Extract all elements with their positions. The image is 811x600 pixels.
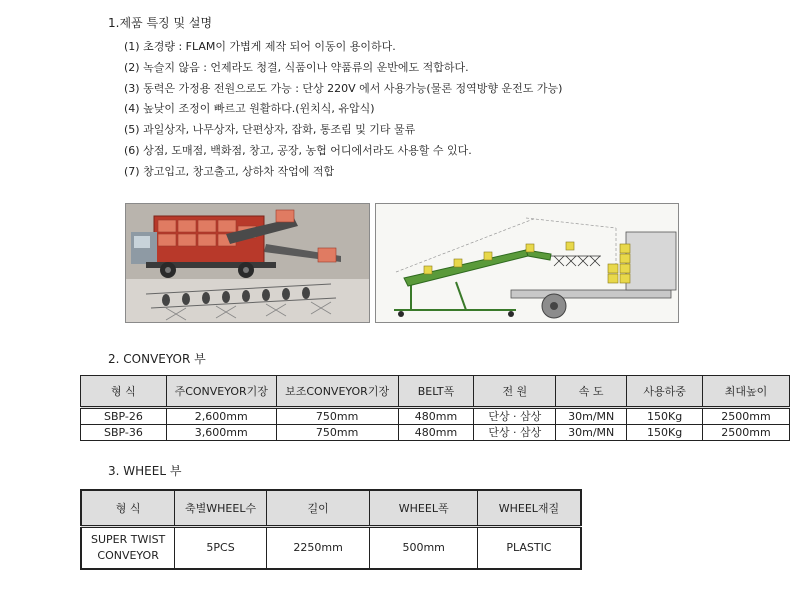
table-cell: 단상 · 삼상 bbox=[474, 425, 556, 441]
conveyor-spec-table bbox=[80, 375, 790, 441]
table-cell: 2500mm bbox=[703, 408, 790, 425]
table-cell: 750mm bbox=[276, 408, 398, 425]
table-header-row bbox=[81, 490, 581, 527]
column-header: 속 도 bbox=[556, 376, 627, 408]
conveyor-drawing bbox=[376, 204, 678, 322]
table-cell: 750mm bbox=[276, 425, 398, 441]
feature-item: (1) 초경량 : FLAM이 가볍게 제작 되어 이동이 용이하다. bbox=[124, 40, 396, 53]
table-row bbox=[81, 527, 581, 570]
table-cell: 2250mm bbox=[266, 527, 370, 570]
table-cell: PLASTIC bbox=[477, 527, 581, 570]
column-header: BELT폭 bbox=[398, 376, 474, 408]
feature-item: (3) 동력은 가정용 전원으로도 가능 : 단상 220V 에서 사용가능(물론 정역방향 운전도 가능) bbox=[124, 81, 563, 95]
feature-item: (2) 녹슬지 않음 : 언제라도 청결, 식품이나 약품류의 운반에도 적합하다. bbox=[124, 60, 469, 74]
table-cell: SUPER TWIST CONVEYOR bbox=[81, 527, 175, 570]
column-header: 주CONVEYOR기장 bbox=[166, 376, 276, 408]
column-header: WHEEL폭 bbox=[370, 490, 478, 527]
table-header-row bbox=[81, 376, 790, 408]
table-cell: 30m/MN bbox=[556, 425, 627, 441]
conveyor-diagram bbox=[375, 203, 679, 323]
feature-list bbox=[124, 37, 562, 183]
table-cell: 2,600mm bbox=[166, 408, 276, 425]
column-header: 길이 bbox=[266, 490, 370, 527]
table-cell: 5PCS bbox=[175, 527, 267, 570]
table-cell: 단상 · 삼상 bbox=[474, 408, 556, 425]
column-header: WHEEL재질 bbox=[477, 490, 581, 527]
table-row bbox=[81, 408, 790, 425]
table-cell: 480mm bbox=[398, 425, 474, 441]
column-header: 형 식 bbox=[81, 490, 175, 527]
table-cell: 3,600mm bbox=[166, 425, 276, 441]
column-header: 사용하중 bbox=[627, 376, 703, 408]
section-2-title: 2. CONVEYOR 부 bbox=[108, 352, 206, 366]
column-header: 최대높이 bbox=[703, 376, 790, 408]
table-row bbox=[81, 425, 790, 441]
section-1-title: 1.제품 특징 및 설명 bbox=[108, 16, 213, 30]
table-cell: 500mm bbox=[370, 527, 478, 570]
feature-item: (4) 높낮이 조정이 빠르고 원활하다.(윈치식, 유압식) bbox=[124, 102, 375, 116]
feature-item: (6) 상점, 도매점, 백화점, 창고, 공장, 농협 어디에서라도 사용할 수 있다. bbox=[124, 143, 472, 157]
feature-item: (5) 과일상자, 나무상자, 단편상자, 잡화, 통조림 및 기타 물류 bbox=[124, 123, 416, 137]
section-3-title: 3. WHEEL 부 bbox=[108, 464, 182, 478]
table-cell: 30m/MN bbox=[556, 408, 627, 425]
column-header: 형 식 bbox=[81, 376, 167, 408]
conveyor-truck-photo bbox=[126, 204, 369, 322]
product-photo bbox=[125, 203, 370, 323]
table-cell: 2500mm bbox=[703, 425, 790, 441]
table-cell: 150Kg bbox=[627, 425, 703, 441]
wheel-spec-table bbox=[80, 489, 582, 570]
column-header: 보조CONVEYOR기장 bbox=[276, 376, 398, 408]
column-header: 전 원 bbox=[474, 376, 556, 408]
table-cell: SBP-36 bbox=[81, 425, 167, 441]
column-header: 축별WHEEL수 bbox=[175, 490, 267, 527]
feature-item: (7) 창고입고, 창고출고, 상하차 작업에 적합 bbox=[124, 164, 335, 178]
table-cell: 150Kg bbox=[627, 408, 703, 425]
table-cell: SBP-26 bbox=[81, 408, 167, 425]
table-cell: 480mm bbox=[398, 408, 474, 425]
